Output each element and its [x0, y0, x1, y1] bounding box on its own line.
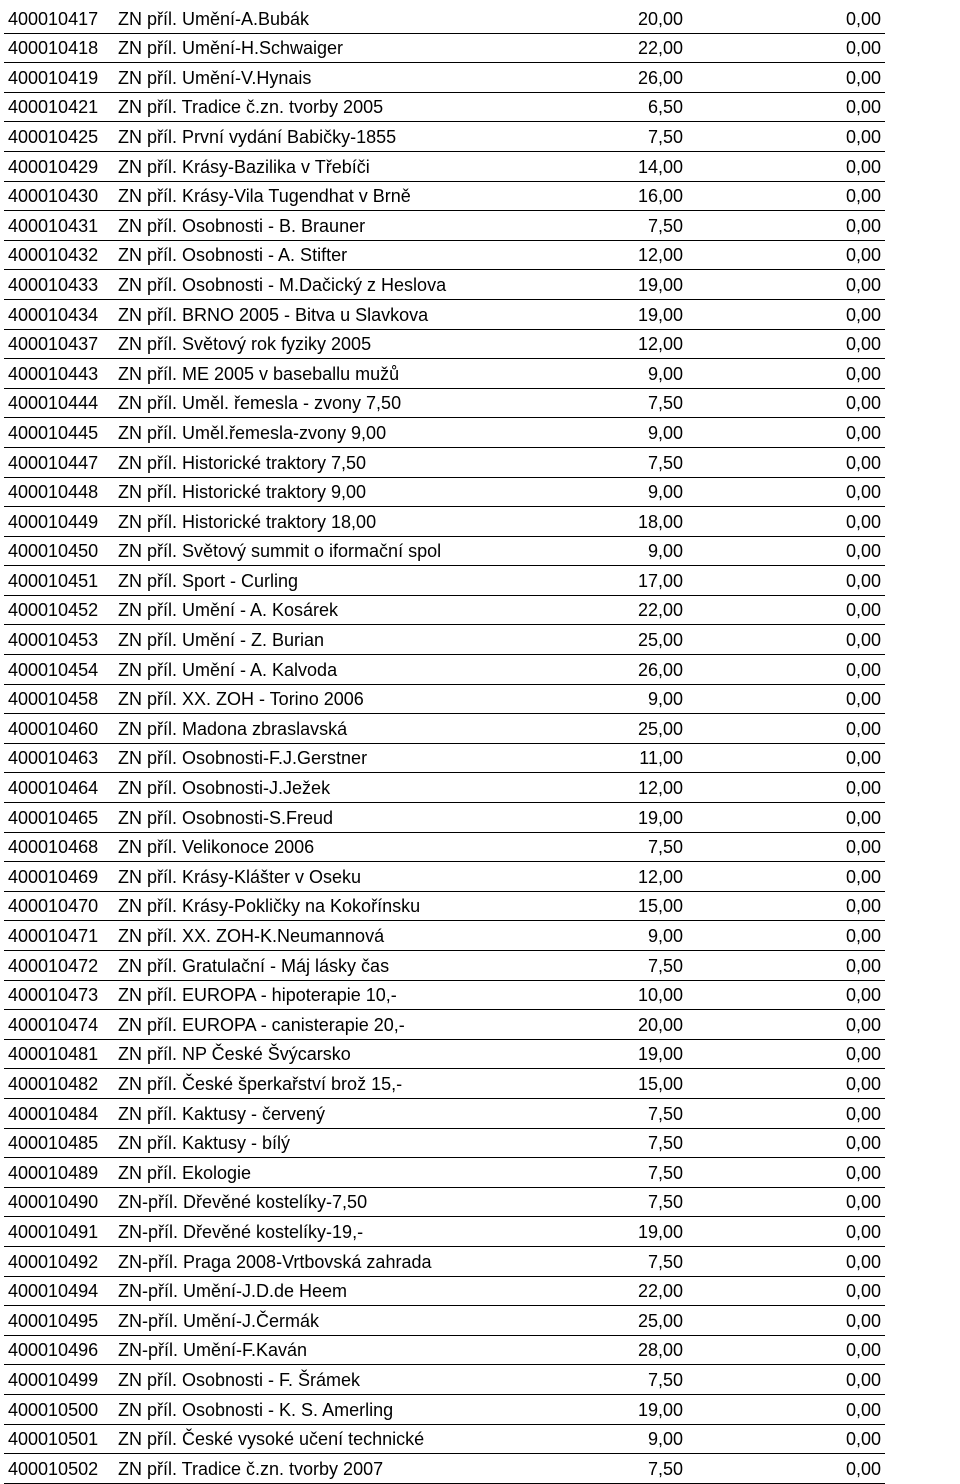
item-value-cell: 0,00 — [845, 896, 881, 917]
table-row — [4, 1276, 885, 1306]
item-code-cell: 400010430 — [8, 186, 99, 207]
item-name-cell: ZN-příl. Umění-J.D.de Heem — [118, 1281, 348, 1302]
table-row — [4, 891, 885, 921]
item-price-cell: 9,00 — [647, 541, 683, 562]
item-value-cell: 0,00 — [845, 67, 881, 88]
item-code-cell: 400010469 — [8, 866, 99, 887]
item-name-cell: ZN příl. Kaktusy - červený — [118, 1103, 326, 1124]
item-code-cell: 400010468 — [8, 837, 99, 858]
item-value-cell: 0,00 — [845, 659, 881, 680]
table-row — [4, 1217, 885, 1247]
item-value-cell: 0,00 — [845, 1073, 881, 1094]
item-name-cell: ZN-příl. Dřevěné kostelíky-7,50 — [118, 1192, 368, 1213]
item-price-cell: 10,00 — [637, 985, 683, 1006]
item-code-cell: 400010473 — [8, 985, 99, 1006]
item-value-cell: 0,00 — [845, 1133, 881, 1154]
item-name-cell: ZN příl. Osobnosti - K. S. Amerling — [118, 1399, 394, 1420]
item-value-cell: 0,00 — [845, 1429, 881, 1450]
item-price-cell: 9,00 — [647, 363, 683, 384]
item-value-cell: 0,00 — [845, 393, 881, 414]
item-price-cell: 19,00 — [637, 274, 683, 295]
item-name-cell: ZN příl. Osobnosti-F.J.Gerstner — [118, 748, 368, 769]
item-name-cell: ZN příl. České vysoké učení technické — [118, 1429, 425, 1450]
item-value-cell: 0,00 — [845, 807, 881, 828]
table-row — [4, 1187, 885, 1217]
table-row — [4, 418, 885, 448]
item-code-cell: 400010495 — [8, 1310, 99, 1331]
item-price-cell: 14,00 — [637, 156, 683, 177]
item-name-cell: ZN příl. BRNO 2005 - Bitva u Slavkova — [118, 304, 429, 325]
item-value-cell: 0,00 — [845, 1192, 881, 1213]
table-row — [4, 655, 885, 685]
item-value-cell: 0,00 — [845, 452, 881, 473]
table-row — [4, 803, 885, 833]
item-value-cell: 0,00 — [845, 926, 881, 946]
item-code-cell: 400010499 — [8, 1369, 99, 1390]
item-name-cell: ZN příl. Tradice č.zn. tvorby 2005 — [118, 97, 384, 118]
item-value-cell: 0,00 — [845, 1458, 881, 1479]
table-row — [4, 92, 885, 122]
item-price-cell: 9,00 — [647, 926, 683, 946]
item-code-cell: 400010431 — [8, 215, 99, 236]
item-name-cell: ZN příl. ME 2005 v baseballu mužů — [118, 363, 400, 384]
item-name-cell: ZN příl. Kaktusy - bílý — [118, 1133, 291, 1154]
price-list-body — [4, 4, 885, 1483]
item-price-cell: 9,00 — [647, 1429, 683, 1450]
item-code-cell: 400010433 — [8, 274, 99, 295]
table-row — [4, 566, 885, 596]
table-row — [4, 1335, 885, 1365]
item-price-cell: 12,00 — [637, 866, 683, 887]
item-value-cell: 0,00 — [845, 1044, 881, 1065]
item-price-cell: 25,00 — [637, 630, 683, 651]
table-row — [4, 1306, 885, 1336]
item-name-cell: ZN příl. Gratulační - Máj lásky čas — [118, 955, 390, 976]
table-row — [4, 507, 885, 537]
item-name-cell: ZN příl. Madona zbraslavská — [118, 718, 348, 739]
table-row — [4, 211, 885, 241]
item-code-cell: 400010502 — [8, 1458, 99, 1479]
item-code-cell: 400010500 — [8, 1399, 99, 1420]
item-price-cell: 7,50 — [647, 1251, 683, 1272]
item-price-cell: 19,00 — [637, 1399, 683, 1420]
item-value-cell: 0,00 — [845, 1014, 881, 1035]
item-name-cell: ZN příl. Umění-H.Schwaiger — [118, 38, 344, 59]
item-value-cell: 0,00 — [845, 1162, 881, 1183]
item-price-cell: 19,00 — [637, 304, 683, 325]
table-row — [4, 240, 885, 270]
item-code-cell: 400010432 — [8, 245, 99, 266]
item-code-cell: 400010421 — [8, 97, 99, 118]
item-code-cell: 400010472 — [8, 955, 99, 976]
item-value-cell: 0,00 — [845, 778, 881, 799]
item-name-cell: ZN příl. Historické traktory 7,50 — [118, 452, 367, 473]
table-row — [4, 921, 885, 951]
table-row — [4, 1069, 885, 1099]
table-row — [4, 63, 885, 93]
item-code-cell: 400010451 — [8, 570, 99, 591]
item-price-cell: 20,00 — [637, 8, 683, 29]
table-row — [4, 33, 885, 63]
item-value-cell: 0,00 — [845, 1399, 881, 1420]
item-price-cell: 11,00 — [639, 748, 683, 769]
table-row — [4, 951, 885, 981]
price-list-table — [4, 4, 885, 1484]
item-value-cell: 0,00 — [845, 245, 881, 266]
item-name-cell: ZN příl. České šperkařství brož 15,- — [118, 1073, 403, 1094]
item-value-cell: 0,00 — [845, 8, 881, 29]
item-price-cell: 7,50 — [647, 452, 683, 473]
item-name-cell: ZN příl. Umění - Z. Burian — [118, 630, 325, 651]
item-price-cell: 28,00 — [637, 1340, 683, 1361]
item-price-cell: 25,00 — [637, 1310, 683, 1331]
item-code-cell: 400010471 — [8, 926, 99, 946]
table-row — [4, 1246, 885, 1276]
item-value-cell: 0,00 — [845, 1340, 881, 1361]
item-name-cell: ZN příl. Krásy-Klášter v Oseku — [118, 866, 362, 887]
item-name-cell: ZN-příl. Dřevěné kostelíky-19,- — [118, 1221, 364, 1242]
item-price-cell: 7,50 — [647, 215, 683, 236]
item-name-cell: ZN příl. Umění-V.Hynais — [118, 67, 312, 88]
item-price-cell: 7,50 — [647, 1162, 683, 1183]
item-value-cell: 0,00 — [845, 837, 881, 858]
item-value-cell: 0,00 — [845, 541, 881, 562]
item-price-cell: 26,00 — [637, 659, 683, 680]
item-name-cell: ZN příl. Krásy-Bazilika v Třebíči — [118, 156, 370, 177]
item-code-cell: 400010501 — [8, 1429, 99, 1450]
item-name-cell: ZN příl. Krásy-Vila Tugendhat v Brně — [118, 186, 411, 207]
table-row — [4, 862, 885, 892]
item-code-cell: 400010484 — [8, 1103, 99, 1124]
item-code-cell: 400010474 — [8, 1014, 99, 1035]
item-name-cell: ZN příl. Světový summit o iformační spol — [118, 541, 442, 562]
item-name-cell: ZN příl. Umění - A. Kosárek — [118, 600, 339, 621]
item-price-cell: 12,00 — [637, 334, 683, 355]
item-value-cell: 0,00 — [845, 304, 881, 325]
item-name-cell: ZN-příl. Umění-J.Čermák — [118, 1310, 320, 1331]
table-row — [4, 1010, 885, 1040]
item-price-cell: 15,00 — [637, 1073, 683, 1094]
item-value-cell: 0,00 — [845, 38, 881, 59]
item-price-cell: 7,50 — [647, 1192, 683, 1213]
item-name-cell: ZN příl. Osobnosti - F. Šrámek — [118, 1369, 361, 1390]
item-price-cell: 7,50 — [647, 393, 683, 414]
item-code-cell: 400010434 — [8, 304, 99, 325]
item-name-cell: ZN příl. Historické traktory 9,00 — [118, 482, 367, 503]
item-price-cell: 19,00 — [637, 807, 683, 828]
item-value-cell: 0,00 — [845, 1369, 881, 1390]
item-price-cell: 12,00 — [637, 778, 683, 799]
table-row — [4, 477, 885, 507]
item-code-cell: 400010452 — [8, 600, 99, 621]
item-code-cell: 400010429 — [8, 156, 99, 177]
item-price-cell: 7,50 — [647, 837, 683, 858]
item-value-cell: 0,00 — [845, 422, 881, 443]
item-name-cell: ZN příl. Osobnosti - M.Dačický z Heslova — [118, 274, 447, 295]
table-row — [4, 359, 885, 389]
item-name-cell: ZN příl. Velikonoce 2006 — [118, 837, 315, 858]
item-name-cell: ZN příl. První vydání Babičky-1855 — [118, 126, 397, 147]
item-value-cell: 0,00 — [845, 985, 881, 1006]
item-name-cell: ZN příl. Ekologie — [118, 1162, 252, 1183]
item-code-cell: 400010490 — [8, 1192, 99, 1213]
item-value-cell: 0,00 — [845, 748, 881, 769]
table-row — [4, 4, 885, 33]
item-price-cell: 15,00 — [637, 896, 683, 917]
item-name-cell: ZN-příl. Umění-F.Kaván — [118, 1340, 308, 1361]
item-value-cell: 0,00 — [845, 1251, 881, 1272]
table-row — [4, 299, 885, 329]
table-row — [4, 832, 885, 862]
item-value-cell: 0,00 — [845, 156, 881, 177]
item-price-cell: 22,00 — [637, 38, 683, 59]
item-value-cell: 0,00 — [845, 482, 881, 503]
item-name-cell: ZN příl. Osobnosti - A. Stifter — [118, 245, 348, 266]
item-name-cell: ZN příl. Osobnosti-J.Ježek — [118, 778, 331, 799]
item-code-cell: 400010463 — [8, 748, 99, 769]
item-price-cell: 7,50 — [647, 1458, 683, 1479]
item-code-cell: 400010491 — [8, 1221, 99, 1242]
table-row — [4, 1365, 885, 1395]
item-price-cell: 20,00 — [637, 1014, 683, 1035]
item-price-cell: 7,50 — [647, 126, 683, 147]
table-row — [4, 684, 885, 714]
table-row — [4, 1454, 885, 1484]
item-value-cell: 0,00 — [845, 363, 881, 384]
item-value-cell: 0,00 — [845, 689, 881, 710]
item-price-cell: 7,50 — [647, 955, 683, 976]
item-code-cell: 400010492 — [8, 1251, 99, 1272]
table-row — [4, 151, 885, 181]
item-code-cell: 400010482 — [8, 1073, 99, 1094]
item-code-cell: 400010418 — [8, 38, 99, 59]
item-price-cell: 16,00 — [637, 186, 683, 207]
item-code-cell: 400010419 — [8, 67, 99, 88]
item-code-cell: 400010464 — [8, 778, 99, 799]
item-code-cell: 400010494 — [8, 1281, 99, 1302]
table-row — [4, 1424, 885, 1454]
item-code-cell: 400010449 — [8, 511, 99, 532]
item-name-cell: ZN příl. EUROPA - canisterapie 20,- — [118, 1014, 405, 1035]
item-price-cell: 9,00 — [647, 422, 683, 443]
item-price-cell: 19,00 — [637, 1044, 683, 1065]
table-row — [4, 122, 885, 152]
item-price-cell: 22,00 — [637, 600, 683, 621]
table-row — [4, 1394, 885, 1424]
table-row — [4, 595, 885, 625]
item-code-cell: 400010425 — [8, 126, 99, 147]
item-code-cell: 400010485 — [8, 1133, 99, 1154]
table-row — [4, 773, 885, 803]
table-row — [4, 625, 885, 655]
item-code-cell: 400010454 — [8, 659, 99, 680]
table-row — [4, 536, 885, 566]
item-value-cell: 0,00 — [845, 1281, 881, 1302]
item-value-cell: 0,00 — [845, 955, 881, 976]
item-value-cell: 0,00 — [845, 600, 881, 621]
item-code-cell: 400010447 — [8, 452, 99, 473]
item-price-cell: 7,50 — [647, 1103, 683, 1124]
item-price-cell: 7,50 — [647, 1369, 683, 1390]
table-row — [4, 388, 885, 418]
table-row — [4, 181, 885, 211]
item-price-cell: 9,00 — [647, 482, 683, 503]
item-code-cell: 400010470 — [8, 896, 99, 917]
table-row — [4, 1128, 885, 1158]
item-code-cell: 400010458 — [8, 689, 99, 710]
item-price-cell: 7,50 — [647, 1133, 683, 1154]
item-code-cell: 400010453 — [8, 630, 99, 651]
item-price-cell: 26,00 — [637, 67, 683, 88]
item-code-cell: 400010444 — [8, 393, 99, 414]
item-code-cell: 400010443 — [8, 363, 99, 384]
item-value-cell: 0,00 — [845, 126, 881, 147]
item-code-cell: 400010448 — [8, 482, 99, 503]
item-value-cell: 0,00 — [845, 511, 881, 532]
table-row — [4, 1098, 885, 1128]
item-name-cell: ZN-příl. Praga 2008-Vrtbovská zahrada — [118, 1251, 432, 1272]
item-value-cell: 0,00 — [845, 274, 881, 295]
item-name-cell: ZN příl. Historické traktory 18,00 — [118, 511, 377, 532]
table-row — [4, 270, 885, 300]
item-name-cell: ZN příl. XX. ZOH-K.Neumannová — [118, 926, 385, 946]
item-price-cell: 9,00 — [647, 689, 683, 710]
item-price-cell: 25,00 — [637, 718, 683, 739]
item-code-cell: 400010437 — [8, 334, 99, 355]
item-code-cell: 400010465 — [8, 807, 99, 828]
item-name-cell: ZN příl. Osobnosti - B. Brauner — [118, 215, 366, 236]
table-row — [4, 1039, 885, 1069]
item-value-cell: 0,00 — [845, 1310, 881, 1331]
item-value-cell: 0,00 — [845, 97, 881, 118]
table-row — [4, 447, 885, 477]
item-price-cell: 6,50 — [647, 97, 683, 118]
item-value-cell: 0,00 — [845, 866, 881, 887]
item-value-cell: 0,00 — [845, 1221, 881, 1242]
item-value-cell: 0,00 — [845, 570, 881, 591]
table-row — [4, 980, 885, 1010]
item-name-cell: ZN příl. Krásy-Pokličky na Kokořínsku — [118, 896, 421, 917]
table-row — [4, 743, 885, 773]
item-name-cell: ZN příl. Uměl.řemesla-zvony 9,00 — [118, 422, 387, 443]
item-name-cell: ZN příl. Umění-A.Bubák — [118, 8, 310, 29]
item-code-cell: 400010489 — [8, 1162, 99, 1183]
table-row — [4, 714, 885, 744]
item-name-cell: ZN příl. Světový rok fyziky 2005 — [118, 334, 372, 355]
item-value-cell: 0,00 — [845, 215, 881, 236]
item-name-cell: ZN příl. EUROPA - hipoterapie 10,- — [118, 985, 397, 1006]
item-name-cell: ZN příl. Tradice č.zn. tvorby 2007 — [118, 1458, 384, 1479]
item-value-cell: 0,00 — [845, 186, 881, 207]
table-row — [4, 329, 885, 359]
item-name-cell: ZN příl. Uměl. řemesla - zvony 7,50 — [118, 393, 402, 414]
item-price-cell: 12,00 — [637, 245, 683, 266]
item-code-cell: 400010445 — [8, 422, 99, 443]
item-price-cell: 19,00 — [637, 1221, 683, 1242]
item-price-cell: 17,00 — [637, 570, 683, 591]
item-code-cell: 400010417 — [8, 8, 99, 29]
item-price-cell: 22,00 — [637, 1281, 683, 1302]
item-value-cell: 0,00 — [845, 334, 881, 355]
item-code-cell: 400010481 — [8, 1044, 99, 1065]
item-value-cell: 0,00 — [845, 718, 881, 739]
item-name-cell: ZN příl. NP České Švýcarsko — [118, 1044, 351, 1065]
item-name-cell: ZN příl. Osobnosti-S.Freud — [118, 807, 334, 828]
item-code-cell: 400010450 — [8, 541, 99, 562]
item-price-cell: 18,00 — [637, 511, 683, 532]
item-value-cell: 0,00 — [845, 1103, 881, 1124]
item-value-cell: 0,00 — [845, 630, 881, 651]
table-row — [4, 1158, 885, 1188]
item-name-cell: ZN příl. Umění - A. Kalvoda — [118, 659, 338, 680]
item-code-cell: 400010496 — [8, 1340, 99, 1361]
item-code-cell: 400010460 — [8, 718, 99, 739]
item-name-cell: ZN příl. Sport - Curling — [118, 570, 299, 591]
item-name-cell: ZN příl. XX. ZOH - Torino 2006 — [118, 689, 364, 710]
